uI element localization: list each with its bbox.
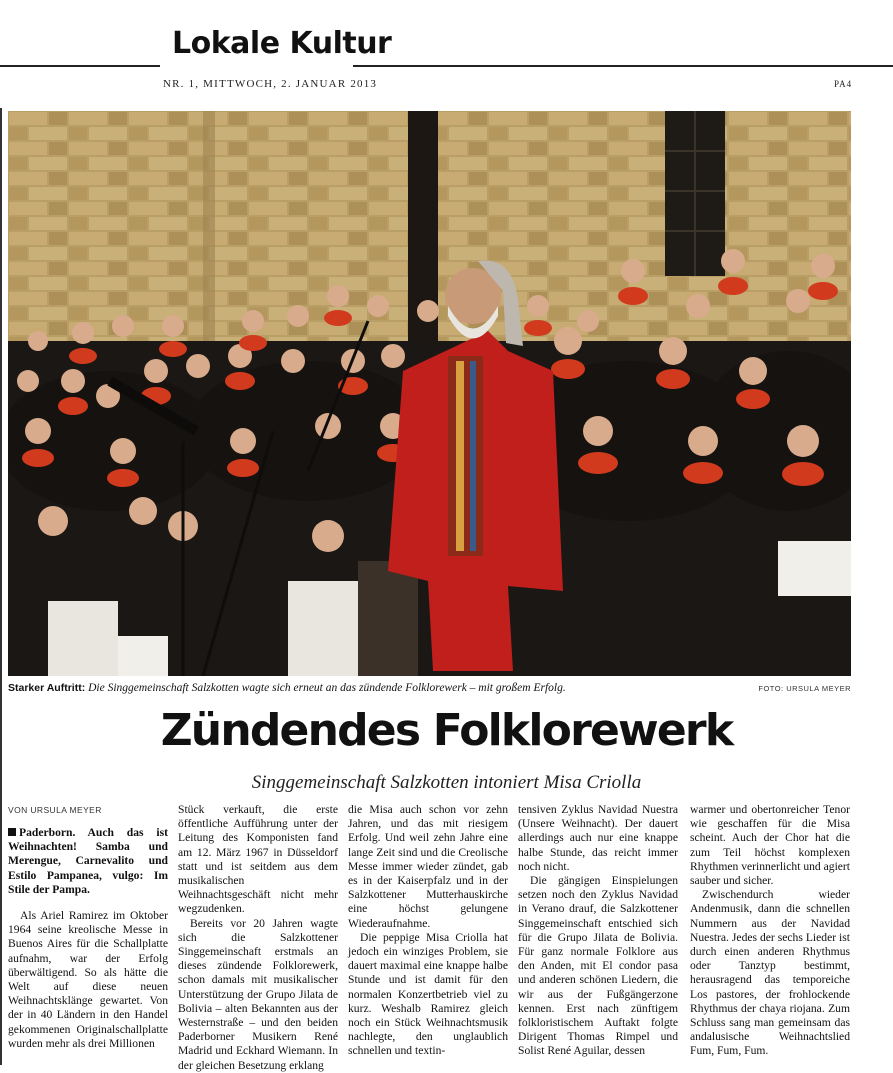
header-rule-right xyxy=(353,65,893,67)
article-column-2 xyxy=(178,803,338,1073)
column-4-paragraph-1: tensiven Zyklus Navidad Nuestra (Unsere Weihnacht). Der dauert allerdings auch nur eine knappe halbe Stunde, das reicht immer noch nicht. xyxy=(518,803,678,873)
square-bullet-icon xyxy=(8,828,16,836)
column-5-paragraph-2: Zwischendurch wieder Andenmusik, dann die schnellen Nummern aus der Navidad Nuestra. Jedes der sechs Lieder ist durch einen anderen Rhythmus oder Tanztyp bestimmt, herausragend das temporeiche Los pastores, der frohlockende Rhythmus der chaya riojana. Zum Schluss sang man gemeinsam das andalusische Weihnachtslied Fum, Fum, Fum. xyxy=(690,888,850,1058)
choir-photo xyxy=(8,111,851,676)
section-title: Lokale Kultur xyxy=(172,26,392,61)
column-2-paragraph-1: Stück verkauft, die erste öffentliche Aufführung unter der Leitung des Komponisten fand am 12. März 1967 in Düsseldorf statt und ist seitdem aus dem musikalischen Weihnachtsgeschäft nicht mehr wegzudenken. xyxy=(178,803,338,916)
lead-text: Paderborn. Auch das ist Weihnachten! Samba und Merengue, Carnevalito und Estilo Pampanea, vulgo: Im Stile der Pampa. xyxy=(8,826,168,896)
article-column-5 xyxy=(690,803,850,1059)
article-column-1 xyxy=(8,826,168,1051)
article-column-3 xyxy=(348,803,508,1059)
article-column-4 xyxy=(518,803,678,1059)
column-2-paragraph-2: Bereits vor 20 Jahren wagte sich die Salzkottener Singgemeinschaft erstmals an dieses zündende Folklorewerk, schon damals mit musikalischer Unterstützung der Grupo Jilata de Bolivia – alten Bekannten aus der Westernstraße – und den beiden Paderborner Musikern René Madrid und Eckhard Wiemann. In der gleichen Besetzung erklang xyxy=(178,916,338,1072)
page-number: PA4 xyxy=(834,79,853,89)
column-3-paragraph-2: Die peppige Misa Criolla hat jedoch ein winziges Problem, sie dauert maximal eine knappe halbe Stunde und ist damit für den normalen Konzertbetrieb viel zu kurz. Weshalb Ramirez gleich noch ein Stück Weihnachtsmusik nachlegte, den unglaublich schnellen und textin- xyxy=(348,930,508,1058)
caption-lead: Starker Auftritt: xyxy=(8,682,86,694)
column-5-paragraph-1: warmer und obertonreicher Tenor wie geschaffen für die Misa scheint. Auch der Chor hat die zum Teil höchst komplexen Rhythmen verinnerlicht und agiert sauber und sicher. xyxy=(690,803,851,888)
lead-paragraph xyxy=(8,826,168,897)
caption-text: Die Singgemeinschaft Salzkotten wagte sich erneut an das zündende Folklorewerk – mit großem Erfolg. xyxy=(88,682,566,694)
column-4-paragraph-2: Die gängigen Einspielungen setzen noch den Zyklus Navidad in Verano drauf, die Salzkottener Singgemeinschaft entschied sich für die Grupo Jilata de Bolivia. Für ganz normale Folklore aus den Anden, mit El condor pasa und anderen schönen Liedern, die wir aus der Fußgängerzone kennen. Erst nach zünftigem folkloristischem Auftakt folgte Dirigent Thomas Rimpel und Solist René Aguilar, dessen xyxy=(518,874,678,1058)
dateline: NR. 1, MITTWOCH, 2. JANUAR 2013 xyxy=(163,78,378,90)
photo-credit: FOTO: URSULA MEYER xyxy=(758,684,851,693)
headline: Zündendes Folklorewerk xyxy=(160,705,733,756)
column-1-paragraph: Als Ariel Ramirez im Oktober 1964 seine kreolische Messe in Buenos Aires für die Schallplatte aufnahm, war der Erfolg überwältigend. So als hätte die Welt auf diese neuen Weihnachtsklänge gewartet. Von der in 40 Ländern in den Handel gekommenen Originalschallplatte wurden mehr als drei Millionen xyxy=(8,909,168,1050)
header-rule-left xyxy=(0,65,160,67)
subheadline: Singgemeinschaft Salzkotten intoniert Misa Criolla xyxy=(251,772,642,793)
page-margin-rule xyxy=(0,108,2,1065)
photo-caption xyxy=(8,682,851,694)
byline: VON URSULA MEYER xyxy=(8,805,102,815)
column-3-paragraph-1: die Misa auch schon vor zehn Jahren, und das mit riesigem Erfolg. Und weil zehn Jahre eine lange Zeit sind und die Creolische Messe immer wieder zündet, gab es in der Kaiserpfalz und in der Salzkottener Mutterhauskirche eine höchst gelungene Wiederaufnahme. xyxy=(348,803,508,930)
